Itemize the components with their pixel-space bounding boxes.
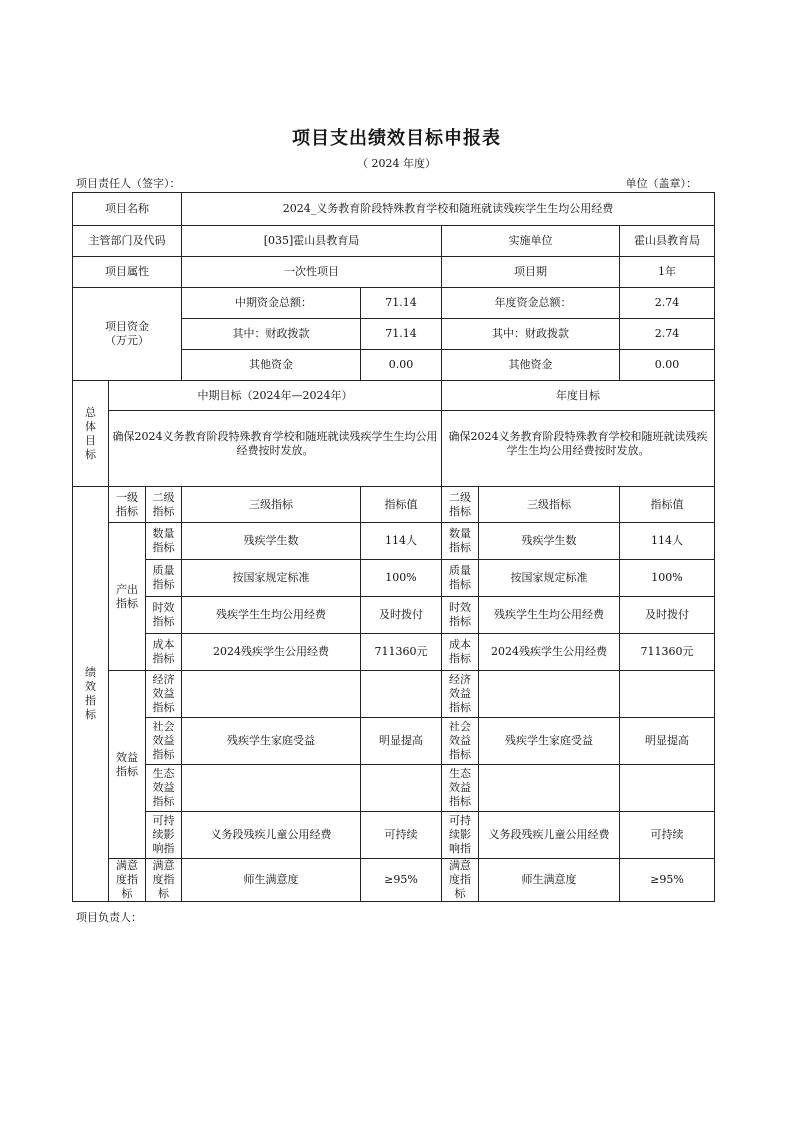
l2-line: 生态 xyxy=(449,767,471,780)
l2-line: 指标 xyxy=(449,748,471,761)
level3-cell: 师生满意度 xyxy=(479,859,620,902)
level3-cell: 残疾学生生均公用经费 xyxy=(182,597,361,634)
level2-cell xyxy=(442,671,479,718)
l2-line: 时效 xyxy=(152,601,175,614)
l2-line: 效益 xyxy=(449,687,471,700)
l2-line: 度指 xyxy=(449,873,471,886)
project-period-label: 项目期 xyxy=(442,257,620,288)
level3-cell: 义务段残疾儿童公用经费 xyxy=(182,812,361,859)
level2-cell xyxy=(146,812,182,859)
l2-line: 响指 xyxy=(152,842,175,855)
l2-line: 数量 xyxy=(152,527,175,540)
output-label-line1: 产出 xyxy=(116,582,138,596)
value-header-year: 指标值 xyxy=(620,487,715,523)
level2-header-mid-line1: 二级 xyxy=(152,490,175,504)
l2-line: 时效 xyxy=(449,601,471,614)
department-label: 主管部门及代码 xyxy=(73,226,182,257)
value-cell: 明显提高 xyxy=(361,718,442,765)
year-fiscal-label: 其中：财政拨款 xyxy=(442,319,620,350)
benefit-label-line1: 效益 xyxy=(116,750,138,764)
l2-line: 指标 xyxy=(152,541,175,554)
level3-cell: 2024残疾学生公用经费 xyxy=(479,634,620,671)
level1-header xyxy=(109,487,146,523)
implementing-unit-value: 霍山县教育局 xyxy=(620,226,715,257)
project-name-value: 2024_义务教育阶段特殊教育学校和随班就读残疾学生生均公用经费 xyxy=(182,193,715,226)
mid-goal-header: 中期目标（2024年—2024年） xyxy=(109,381,442,411)
project-attribute-label: 项目属性 xyxy=(73,257,182,288)
mid-other-label: 其他资金 xyxy=(182,350,361,381)
mid-total-value: 71.14 xyxy=(361,288,442,319)
value-cell: 711360元 xyxy=(620,634,715,671)
l2-line: 数量 xyxy=(449,527,471,540)
project-funds-label xyxy=(73,288,182,381)
l2-line: 指标 xyxy=(152,578,175,591)
year-other-label: 其他资金 xyxy=(442,350,620,381)
level3-cell: 义务段残疾儿童公用经费 xyxy=(479,812,620,859)
benefit-label-line2: 指标 xyxy=(116,764,138,778)
level2-cell xyxy=(442,523,479,560)
output-label-line2: 指标 xyxy=(116,596,138,610)
overall-goal-char-3: 目 xyxy=(85,433,96,447)
perf-label-char-2: 效 xyxy=(85,680,96,693)
value-cell xyxy=(361,671,442,718)
satisfaction-label-line2: 度指 xyxy=(116,873,138,886)
l2-line: 效益 xyxy=(152,734,175,747)
overall-goal-char-1: 总 xyxy=(85,405,96,419)
l2-line: 续影 xyxy=(152,828,175,841)
l2-line: 指标 xyxy=(152,748,175,761)
value-cell: ≥95% xyxy=(620,859,715,902)
year-total-value: 2.74 xyxy=(620,288,715,319)
l2-line: 效益 xyxy=(152,781,175,794)
value-cell xyxy=(620,765,715,812)
level2-cell xyxy=(146,765,182,812)
l2-line: 社会 xyxy=(449,720,471,733)
level3-header-year: 三级指标 xyxy=(479,487,620,523)
satisfaction-label-line1: 满意 xyxy=(116,859,138,872)
satisfaction-indicator-label xyxy=(109,859,146,902)
level1-header-line1: 一级 xyxy=(116,490,138,504)
level3-cell xyxy=(182,765,361,812)
level2-cell xyxy=(442,812,479,859)
value-cell xyxy=(361,765,442,812)
l2-line: 成本 xyxy=(449,638,471,651)
level2-cell xyxy=(442,560,479,597)
level2-header-year xyxy=(442,487,479,523)
l2-line: 指标 xyxy=(449,701,471,714)
value-cell: 100% xyxy=(361,560,442,597)
l2-line: 指标 xyxy=(152,701,175,714)
mid-total-label: 中期资金总额： xyxy=(182,288,361,319)
l2-line: 指标 xyxy=(449,578,471,591)
funds-label-line2: （万元） xyxy=(105,334,149,347)
level2-header-mid-line2: 指标 xyxy=(152,504,175,518)
level2-cell xyxy=(442,859,479,902)
l2-line: 满意 xyxy=(152,859,175,872)
level2-cell xyxy=(442,597,479,634)
l2-line: 可持 xyxy=(449,814,471,827)
l2-line: 指标 xyxy=(449,615,471,628)
department-value: [035]霍山县教育局 xyxy=(182,226,442,257)
level3-cell: 按国家规定标准 xyxy=(479,560,620,597)
value-header-mid: 指标值 xyxy=(361,487,442,523)
l2-line: 效益 xyxy=(449,781,471,794)
level2-cell xyxy=(146,523,182,560)
year-goal-header: 年度目标 xyxy=(442,381,715,411)
value-cell: 及时拨付 xyxy=(361,597,442,634)
mid-goal-text: 确保2024义务教育阶段特殊教育学校和随班就读残疾学生生均公用经费按时发放。 xyxy=(109,411,442,487)
l2-line: 成本 xyxy=(152,638,175,651)
l2-line: 生态 xyxy=(152,767,175,780)
project-period-value: 1年 xyxy=(620,257,715,288)
overall-goal-char-2: 体 xyxy=(85,419,96,433)
value-cell: 711360元 xyxy=(361,634,442,671)
project-leader-label: 项目负责人： xyxy=(76,911,142,924)
year-total-label: 年度资金总额： xyxy=(442,288,620,319)
l2-line: 指标 xyxy=(449,541,471,554)
level2-cell xyxy=(442,765,479,812)
l2-line: 响指 xyxy=(449,842,471,855)
value-cell: 100% xyxy=(620,560,715,597)
l2-line: 效益 xyxy=(449,734,471,747)
l2-line: 质量 xyxy=(449,564,471,577)
level3-cell: 师生满意度 xyxy=(182,859,361,902)
mid-other-value: 0.00 xyxy=(361,350,442,381)
l2-line: 指标 xyxy=(152,795,175,808)
level2-cell xyxy=(442,718,479,765)
year-other-value: 0.00 xyxy=(620,350,715,381)
level2-cell xyxy=(146,634,182,671)
performance-goal-table xyxy=(72,192,715,902)
level2-header-year-line2: 指标 xyxy=(449,504,471,518)
l2-line: 满意 xyxy=(449,859,471,872)
value-cell: 可持续 xyxy=(361,812,442,859)
level3-cell: 残疾学生数 xyxy=(479,523,620,560)
level2-cell xyxy=(146,671,182,718)
level3-cell: 按国家规定标准 xyxy=(182,560,361,597)
value-cell: 114人 xyxy=(620,523,715,560)
funds-label-line1: 项目资金 xyxy=(105,320,149,333)
year-goal-text: 确保2024义务教育阶段特殊教育学校和随班就读残疾学生生均公用经费按时发放。 xyxy=(442,411,715,487)
l2-line: 标 xyxy=(158,887,169,900)
level3-cell: 2024残疾学生公用经费 xyxy=(182,634,361,671)
l2-line: 指标 xyxy=(152,652,175,665)
level2-cell xyxy=(146,718,182,765)
level2-cell xyxy=(146,597,182,634)
level1-header-line2: 指标 xyxy=(116,504,138,518)
overall-goal-label xyxy=(73,381,109,487)
performance-indicator-label xyxy=(73,487,109,902)
level2-header-year-line1: 二级 xyxy=(449,490,471,504)
l2-line: 指标 xyxy=(152,615,175,628)
project-name-label: 项目名称 xyxy=(73,193,182,226)
level3-cell: 残疾学生家庭受益 xyxy=(479,718,620,765)
level3-cell: 残疾学生家庭受益 xyxy=(182,718,361,765)
value-cell: 明显提高 xyxy=(620,718,715,765)
year-fiscal-value: 2.74 xyxy=(620,319,715,350)
l2-line: 标 xyxy=(454,887,466,900)
level3-cell: 残疾学生生均公用经费 xyxy=(479,597,620,634)
level3-header-mid: 三级指标 xyxy=(182,487,361,523)
perf-label-char-4: 标 xyxy=(85,708,96,721)
l2-line: 效益 xyxy=(152,687,175,700)
overall-goal-char-4: 标 xyxy=(85,447,96,461)
perf-label-char-3: 指 xyxy=(85,694,96,707)
perf-label-char-1: 绩 xyxy=(85,666,96,679)
l2-line: 社会 xyxy=(152,720,175,733)
l2-line: 可持 xyxy=(152,814,175,827)
implementing-unit-label: 实施单位 xyxy=(442,226,620,257)
responsible-person-label: 项目责任人（签字）： xyxy=(76,177,181,190)
mid-fiscal-value: 71.14 xyxy=(361,319,442,350)
level2-cell xyxy=(146,560,182,597)
benefit-indicator-label xyxy=(109,671,146,859)
l2-line: 度指 xyxy=(152,873,175,886)
level2-cell xyxy=(146,859,182,902)
value-cell: 及时拨付 xyxy=(620,597,715,634)
l2-line: 质量 xyxy=(152,564,175,577)
l2-line: 经济 xyxy=(449,673,471,686)
output-indicator-label xyxy=(109,523,146,671)
level3-cell: 残疾学生数 xyxy=(182,523,361,560)
value-cell xyxy=(620,671,715,718)
year-line: （ 2024 年度） xyxy=(357,157,436,170)
l2-line: 经济 xyxy=(152,673,175,686)
l2-line: 指标 xyxy=(449,795,471,808)
l2-line: 续影 xyxy=(449,828,471,841)
value-cell: ≥95% xyxy=(361,859,442,902)
level2-cell xyxy=(442,634,479,671)
level2-header-mid xyxy=(146,487,182,523)
mid-fiscal-label: 其中：财政拨款 xyxy=(182,319,361,350)
project-attribute-value: 一次性项目 xyxy=(182,257,442,288)
value-cell: 114人 xyxy=(361,523,442,560)
level3-cell xyxy=(479,671,620,718)
level3-cell xyxy=(479,765,620,812)
satisfaction-label-line3: 标 xyxy=(121,887,133,900)
level3-cell xyxy=(182,671,361,718)
form-title: 项目支出绩效目标申报表 xyxy=(292,128,501,149)
value-cell: 可持续 xyxy=(620,812,715,859)
unit-seal-label: 单位（盖章）： xyxy=(625,177,697,190)
l2-line: 指标 xyxy=(449,652,471,665)
